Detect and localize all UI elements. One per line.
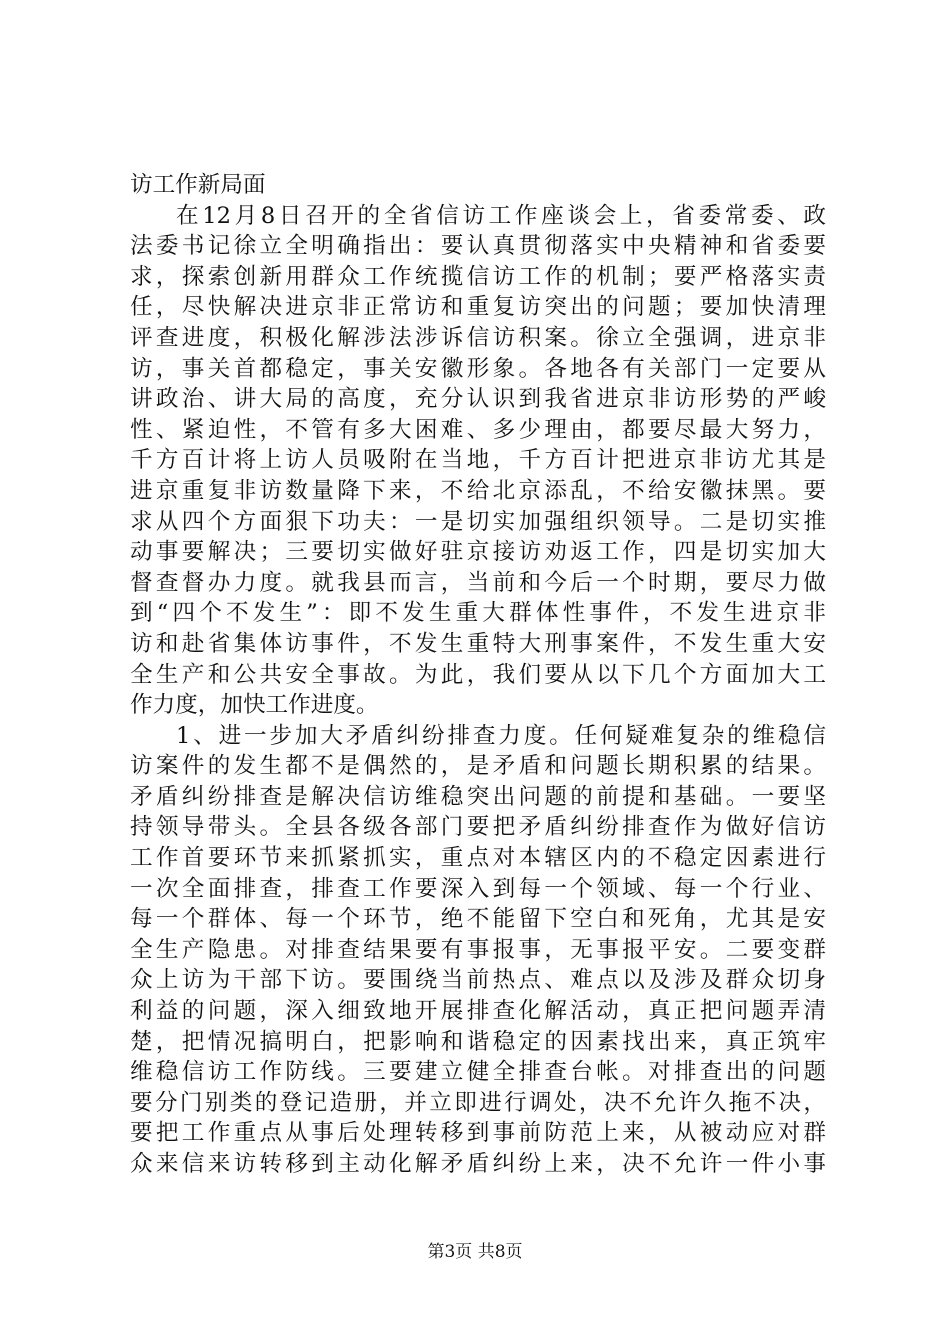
text-line: 维稳信访工作防线。三要建立健全排查台帐。对排查出的问题 — [130, 1059, 826, 1086]
text-line: 千方百计将上访人员吸附在当地，千方百计把进京非访尤其是 — [130, 447, 826, 474]
text-line: 法委书记徐立全明确指出：要认真贯彻落实中央精神和省委要 — [130, 233, 826, 260]
text-line: 任，尽快解决进京非正常访和重复访突出的问题；要加快清理 — [130, 294, 826, 321]
text-line: 督查督办力度。就我县而言，当前和今后一个时期，要尽力做 — [130, 569, 826, 596]
text-line: 要分门别类的登记造册，并立即进行调处，决不允许久拖不决， — [130, 1089, 826, 1116]
text-line: 到“四个不发生”：即不发生重大群体性事件，不发生进京非 — [130, 600, 826, 627]
text-line: 全生产和公共安全事故。为此，我们要从以下几个方面加大工 — [130, 661, 826, 688]
text-line: 访和赴省集体访事件，不发生重特大刑事案件，不发生重大安 — [130, 630, 826, 657]
text-line: 访，事关首都稳定，事关安徽形象。各地各有关部门一定要从 — [130, 355, 826, 382]
text-line: 动事要解决；三要切实做好驻京接访劝返工作，四是切实加大 — [130, 539, 826, 566]
text-line: 持领导带头。全县各级各部门要把矛盾纠纷排查作为做好信访 — [130, 814, 826, 841]
text-line: 求从四个方面狠下功夫：一是切实加强组织领导。二是切实推 — [130, 508, 826, 535]
text-line: 楚，把情况搞明白，把影响和谐稳定的因素找出来，真正筑牢 — [130, 1028, 826, 1055]
text-line: 评查进度，积极化解涉法涉诉信访积案。徐立全强调，进京非 — [130, 324, 826, 351]
document-body — [130, 170, 826, 1180]
text-line: 一次全面排查，排查工作要深入到每一个领域、每一个行业、 — [130, 875, 826, 902]
text-line: 1、进一步加大矛盾纠纷排查力度。任何疑难复杂的维稳信 — [176, 722, 826, 749]
text-line: 访案件的发生都不是偶然的，是矛盾和问题长期积累的结果。 — [130, 753, 826, 780]
text-line: 求，探索创新用群众工作统揽信访工作的机制；要严格落实责 — [130, 263, 826, 290]
text-line: 众来信来访转移到主动化解矛盾纠纷上来，决不允许一件小事 — [130, 1151, 826, 1177]
text-line: 进京重复非访数量降下来，不给北京添乱，不给安徽抹黑。要 — [130, 477, 826, 504]
text-line: 访工作新局面 — [130, 172, 266, 198]
text-line: 要把工作重点从事后处理转移到事前防范上来，从被动应对群 — [130, 1120, 826, 1147]
page-number-footer: 第3页 共8页 — [427, 1242, 523, 1262]
text-line: 作力度，加快工作进度。 — [130, 692, 379, 719]
text-line: 全生产隐患。对排查结果要有事报事，无事报平安。二要变群 — [130, 936, 826, 963]
text-line: 每一个群体、每一个环节，绝不能留下空白和死角，尤其是安 — [130, 906, 826, 933]
text-line: 工作首要环节来抓紧抓实，重点对本辖区内的不稳定因素进行 — [130, 845, 826, 872]
text-line: 矛盾纠纷排查是解决信访维稳突出问题的前提和基础。一要坚 — [130, 783, 826, 810]
text-line: 讲政治、讲大局的高度，充分认识到我省进京非访形势的严峻 — [130, 386, 826, 413]
text-line: 在12月8日召开的全省信访工作座谈会上，省委常委、政 — [176, 202, 826, 229]
text-line: 众上访为干部下访。要围绕当前热点、难点以及涉及群众切身 — [130, 967, 826, 994]
text-line: 利益的问题，深入细致地开展排查化解活动，真正把问题弄清 — [130, 998, 826, 1025]
text-line: 性、紧迫性，不管有多大困难、多少理由，都要尽最大努力， — [130, 416, 826, 443]
